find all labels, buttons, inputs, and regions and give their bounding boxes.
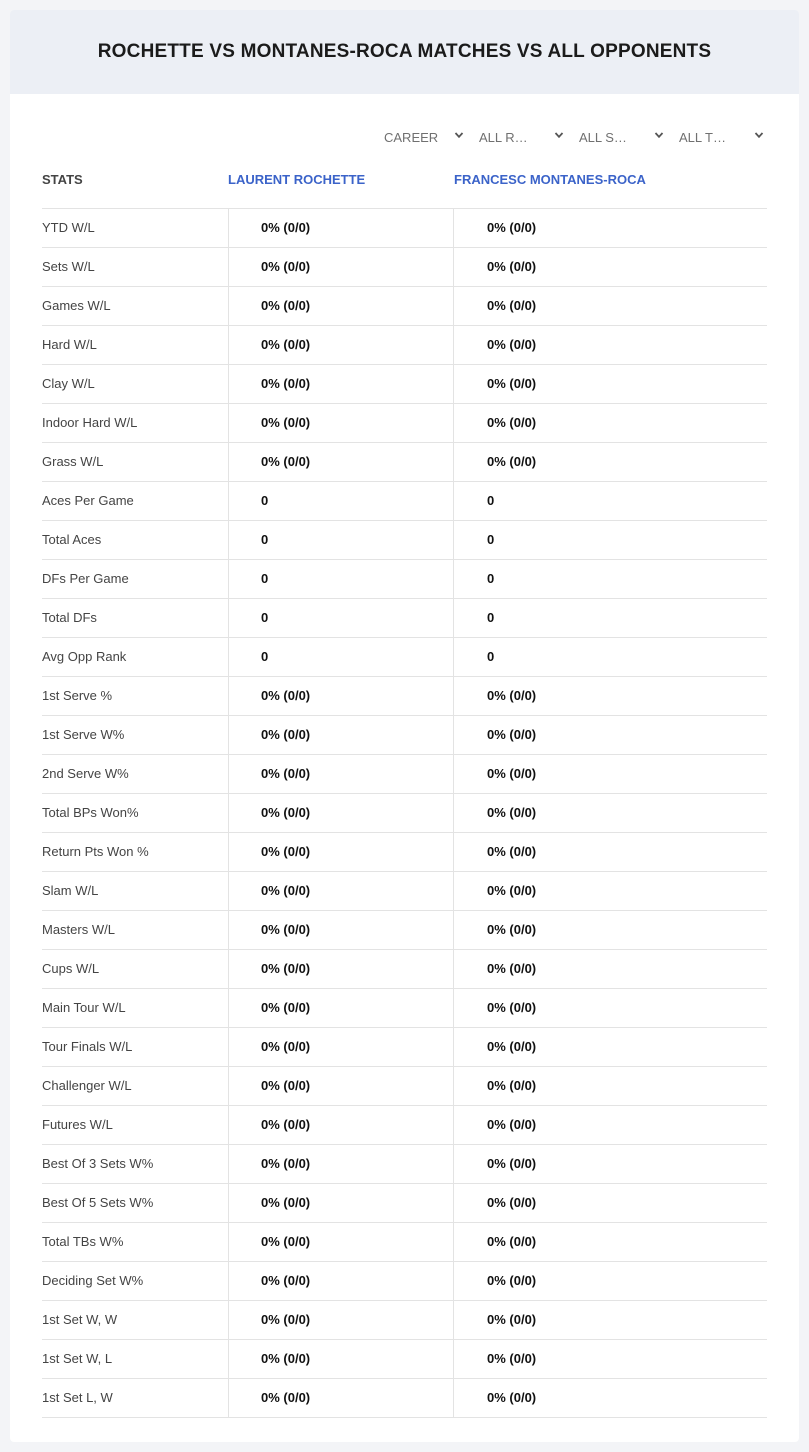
player1-cell [228, 911, 454, 949]
player1-cell [228, 1301, 454, 1339]
player2-value: 0 [487, 610, 495, 625]
table-row [42, 1105, 767, 1144]
player1-cell [228, 833, 454, 871]
table-row [42, 715, 767, 754]
table-row [42, 598, 767, 637]
row-label: Deciding Set W% [42, 1273, 144, 1288]
row-label: Total DFs [42, 610, 97, 625]
player2-cell [453, 404, 768, 442]
player2-value: 0% (0/0) [487, 298, 537, 313]
player2-value: 0% (0/0) [487, 805, 537, 820]
player1-value: 0% (0/0) [261, 1195, 311, 1210]
row-label: Challenger W/L [42, 1078, 132, 1093]
player1-cell [228, 521, 454, 559]
table-row [42, 1378, 767, 1418]
chevron-down-icon [754, 130, 764, 140]
table-row [42, 676, 767, 715]
player2-value: 0% (0/0) [487, 1156, 537, 1171]
player1-cell [228, 989, 454, 1027]
table-row [42, 1027, 767, 1066]
filter-label: ALL R… [479, 129, 528, 145]
player1-cell [228, 1262, 454, 1300]
row-label: Avg Opp Rank [42, 649, 127, 664]
table-row [42, 1144, 767, 1183]
player1-value: 0% (0/0) [261, 844, 311, 859]
player2-cell [453, 677, 768, 715]
player2-cell [453, 1223, 768, 1261]
player2-value: 0 [487, 571, 495, 586]
player2-value: 0% (0/0) [487, 1000, 537, 1015]
player2-value: 0% (0/0) [487, 1390, 537, 1405]
player2-cell [453, 1262, 768, 1300]
table-row [42, 481, 767, 520]
row-label: Total Aces [42, 532, 102, 547]
player2-value: 0% (0/0) [487, 1117, 537, 1132]
row-label: Total BPs Won% [42, 805, 139, 820]
table-row [42, 247, 767, 286]
header-player2-link[interactable]: FRANCESC MONTANES-ROCA [454, 172, 646, 187]
row-label: Futures W/L [42, 1117, 113, 1132]
player2-cell [453, 365, 768, 403]
player2-cell [453, 911, 768, 949]
player1-value: 0 [261, 649, 269, 664]
player2-cell [453, 755, 768, 793]
player1-cell [228, 599, 454, 637]
player2-cell [453, 287, 768, 325]
player2-value: 0% (0/0) [487, 727, 537, 742]
card-header [10, 10, 799, 94]
player2-value: 0% (0/0) [487, 1195, 537, 1210]
player2-value: 0% (0/0) [487, 1312, 537, 1327]
player2-cell [453, 482, 768, 520]
row-label: Main Tour W/L [42, 1000, 126, 1015]
player1-value: 0% (0/0) [261, 454, 311, 469]
player1-cell [228, 560, 454, 598]
row-label: Slam W/L [42, 883, 99, 898]
player2-value: 0% (0/0) [487, 1273, 537, 1288]
player1-value: 0% (0/0) [261, 1156, 311, 1171]
player2-cell [453, 1184, 768, 1222]
player2-cell [453, 1067, 768, 1105]
player2-value: 0% (0/0) [487, 337, 537, 352]
player1-value: 0% (0/0) [261, 1000, 311, 1015]
player2-value: 0% (0/0) [487, 844, 537, 859]
player1-cell [228, 365, 454, 403]
table-row [42, 910, 767, 949]
table-row [42, 520, 767, 559]
table-row [42, 1222, 767, 1261]
player1-value: 0% (0/0) [261, 922, 311, 937]
player2-value: 0% (0/0) [487, 1039, 537, 1054]
table-row [42, 1261, 767, 1300]
player1-cell [228, 443, 454, 481]
player1-value: 0% (0/0) [261, 1351, 311, 1366]
player1-cell [228, 755, 454, 793]
table-header [42, 160, 767, 208]
player1-cell [228, 1340, 454, 1378]
player2-cell [453, 326, 768, 364]
player1-cell [228, 950, 454, 988]
table-row [42, 793, 767, 832]
table-row [42, 949, 767, 988]
player1-value: 0% (0/0) [261, 376, 311, 391]
player2-value: 0% (0/0) [487, 454, 537, 469]
row-label: 1st Set W, W [42, 1312, 118, 1327]
player1-cell [228, 1028, 454, 1066]
chevron-down-icon [554, 130, 564, 140]
player1-cell [228, 638, 454, 676]
row-label: DFs Per Game [42, 571, 129, 586]
player1-value: 0% (0/0) [261, 805, 311, 820]
table-row [42, 364, 767, 403]
player1-cell [228, 794, 454, 832]
player2-cell [453, 1106, 768, 1144]
player2-cell [453, 1145, 768, 1183]
row-label: Games W/L [42, 298, 111, 313]
row-label: Total TBs W% [42, 1234, 124, 1249]
table-row [42, 1183, 767, 1222]
row-label: 1st Set L, W [42, 1390, 113, 1405]
player1-cell [228, 716, 454, 754]
player1-value: 0% (0/0) [261, 1312, 311, 1327]
player1-value: 0% (0/0) [261, 298, 311, 313]
table-row [42, 1339, 767, 1378]
row-label: Hard W/L [42, 337, 97, 352]
filter-label: ALL S… [579, 129, 627, 145]
player1-cell [228, 482, 454, 520]
player2-value: 0% (0/0) [487, 415, 537, 430]
table-row [42, 1300, 767, 1339]
player1-cell [228, 1067, 454, 1105]
player1-value: 0 [261, 610, 269, 625]
filter-tournament-select[interactable] [679, 126, 764, 148]
row-label: 1st Serve % [42, 688, 113, 703]
player2-value: 0% (0/0) [487, 1351, 537, 1366]
table-row [42, 208, 767, 247]
player2-value: 0% (0/0) [487, 376, 537, 391]
filter-bar [10, 126, 799, 148]
table-row [42, 637, 767, 676]
row-label: Grass W/L [42, 454, 104, 469]
player2-cell [453, 560, 768, 598]
player2-cell [453, 638, 768, 676]
player2-value: 0% (0/0) [487, 766, 537, 781]
player1-value: 0% (0/0) [261, 688, 311, 703]
player2-value: 0% (0/0) [487, 1078, 537, 1093]
table-row [42, 754, 767, 793]
stats-table [42, 160, 767, 1418]
table-row [42, 832, 767, 871]
header-player1-link[interactable]: LAURENT ROCHETTE [228, 172, 366, 187]
player1-value: 0 [261, 571, 269, 586]
table-row [42, 988, 767, 1027]
row-label: Tour Finals W/L [42, 1039, 133, 1054]
player2-cell [453, 794, 768, 832]
header-stats: STATS [42, 172, 83, 187]
row-label: Best Of 5 Sets W% [42, 1195, 154, 1210]
player2-cell [453, 599, 768, 637]
player2-cell [453, 872, 768, 910]
player1-value: 0% (0/0) [261, 1273, 311, 1288]
row-label: Aces Per Game [42, 493, 134, 508]
player2-cell [453, 443, 768, 481]
comparison-card [10, 10, 799, 1442]
player2-value: 0% (0/0) [487, 259, 537, 274]
player2-value: 0 [487, 649, 495, 664]
player2-value: 0% (0/0) [487, 922, 537, 937]
player1-cell [228, 404, 454, 442]
player1-value: 0% (0/0) [261, 961, 311, 976]
player1-value: 0% (0/0) [261, 766, 311, 781]
player1-value: 0% (0/0) [261, 1078, 311, 1093]
filter-label: ALL T… [679, 129, 726, 145]
chevron-down-icon [454, 130, 464, 140]
player2-value: 0% (0/0) [487, 688, 537, 703]
player2-cell [453, 248, 768, 286]
player2-cell [453, 833, 768, 871]
player2-value: 0% (0/0) [487, 220, 537, 235]
player2-cell [453, 1379, 768, 1417]
row-label: Sets W/L [42, 259, 95, 274]
filter-round-select[interactable] [479, 126, 564, 148]
player1-value: 0% (0/0) [261, 1234, 311, 1249]
row-label: YTD W/L [42, 220, 95, 235]
player1-cell [228, 1379, 454, 1417]
player2-cell [453, 1340, 768, 1378]
player1-cell [228, 872, 454, 910]
player2-cell [453, 521, 768, 559]
table-row [42, 1066, 767, 1105]
table-body [42, 208, 767, 1418]
player1-cell [228, 677, 454, 715]
player1-cell [228, 1184, 454, 1222]
player1-cell [228, 326, 454, 364]
table-row [42, 286, 767, 325]
row-label: 1st Set W, L [42, 1351, 113, 1366]
player2-value: 0 [487, 493, 495, 508]
row-label: Clay W/L [42, 376, 95, 391]
table-row [42, 559, 767, 598]
player1-value: 0% (0/0) [261, 337, 311, 352]
row-label: Masters W/L [42, 922, 115, 937]
player1-value: 0% (0/0) [261, 1390, 311, 1405]
player1-value: 0 [261, 493, 269, 508]
filter-label: CAREER [384, 129, 439, 145]
row-label: Indoor Hard W/L [42, 415, 138, 430]
player2-value: 0% (0/0) [487, 1234, 537, 1249]
row-label: Best Of 3 Sets W% [42, 1156, 154, 1171]
player2-cell [453, 716, 768, 754]
row-label: Cups W/L [42, 961, 100, 976]
filter-surface-select[interactable] [579, 126, 664, 148]
table-row [42, 442, 767, 481]
player1-cell [228, 1106, 454, 1144]
player2-cell [453, 1301, 768, 1339]
page-title: ROCHETTE VS MONTANES-ROCA MATCHES VS ALL OPPONENTS [97, 41, 712, 62]
player1-value: 0% (0/0) [261, 1117, 311, 1132]
row-label: Return Pts Won % [42, 844, 149, 859]
player1-cell [228, 209, 454, 247]
row-label: 1st Serve W% [42, 727, 125, 742]
filter-period-select[interactable] [384, 126, 464, 148]
player1-cell [228, 287, 454, 325]
player1-value: 0% (0/0) [261, 259, 311, 274]
player2-cell [453, 1028, 768, 1066]
player1-value: 0 [261, 532, 269, 547]
player1-value: 0% (0/0) [261, 220, 311, 235]
player1-value: 0% (0/0) [261, 883, 311, 898]
player1-value: 0% (0/0) [261, 1039, 311, 1054]
player1-cell [228, 248, 454, 286]
player2-value: 0% (0/0) [487, 883, 537, 898]
table-row [42, 871, 767, 910]
player1-value: 0% (0/0) [261, 727, 311, 742]
chevron-down-icon [654, 130, 664, 140]
player1-cell [228, 1145, 454, 1183]
row-label: 2nd Serve W% [42, 766, 129, 781]
player1-cell [228, 1223, 454, 1261]
player2-cell [453, 209, 768, 247]
table-row [42, 325, 767, 364]
table-row [42, 403, 767, 442]
player2-value: 0% (0/0) [487, 961, 537, 976]
player2-cell [453, 989, 768, 1027]
player2-cell [453, 950, 768, 988]
player2-value: 0 [487, 532, 495, 547]
player1-value: 0% (0/0) [261, 415, 311, 430]
